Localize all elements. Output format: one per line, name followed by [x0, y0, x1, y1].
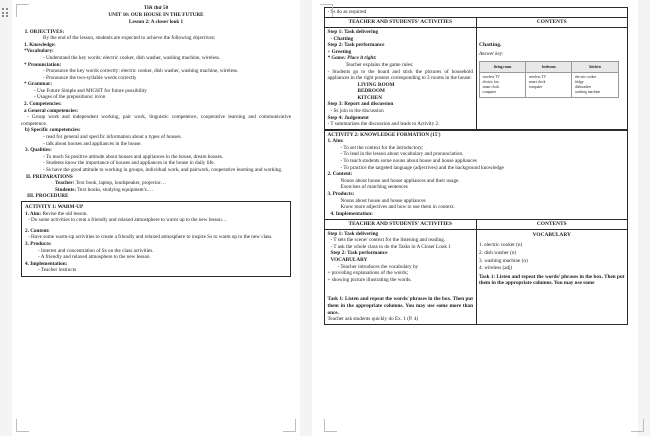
objectives-intro: By the end of the lesson, students are expected to achieve the following objectives:	[43, 35, 216, 42]
objectives-heading: I. OBJECTIVES:	[25, 28, 65, 35]
list-item: electric cooker	[574, 75, 597, 80]
list-item: washing machine	[574, 90, 600, 95]
a1-room-living-room: LIVING ROOM	[357, 81, 395, 88]
answer-key-header-living-room: living room	[480, 62, 526, 73]
a2-contents-vocabulary-title: VOCABULARY	[532, 231, 571, 238]
list-item: wireless TV	[528, 75, 547, 80]
contents-header-2: CONTENTS	[476, 219, 628, 229]
a2-vocabulary-list	[479, 242, 625, 273]
grammar-item-2: - Usages of the prepositions: in/on	[34, 94, 106, 101]
a2-step-2: Step 2: Task performance	[330, 250, 388, 257]
specific-competencies-item-2: - talk about houses and appliances in the house.	[43, 140, 142, 147]
a2-task-1-left: Task 1: Listen and repeat the words/ phrases in the box. Then put them in the appropriate columns. You may use some more than once.	[327, 296, 473, 316]
a2-vocabulary-intro: - Teacher introduces the vocabulary by	[337, 263, 419, 270]
answer-key-cell-kitchen	[572, 72, 618, 97]
a2-products-item-1: Nouns about house and house appliances	[340, 197, 426, 204]
students-preparation-row	[21, 187, 291, 194]
pronunciation-item-2: - Pronounce the two-syllable words correctly	[43, 74, 137, 81]
a1-room-kitchen: KITCHEN	[357, 94, 383, 101]
ss-do-as-required-cell: - Ss do as required	[325, 8, 628, 18]
table-row-activity-2-intro	[325, 130, 628, 219]
activity-1-contents-cell	[476, 27, 628, 129]
qualities-item-1: - To teach Ss positive attitude about houses and appliances in the house, dream houses.	[43, 153, 224, 160]
list-item: 2. dish washer (n)	[479, 249, 517, 256]
answer-key-body-row	[480, 72, 619, 97]
a2-products-heading: 3. Products:	[327, 190, 355, 197]
grammar-item-1: - Use Future Simple and MIGHT for future possibility	[34, 87, 147, 94]
pronunciation-item-1: - Pronounce the key words correctly: electric cooker, dish washer, washing machine, wireless.	[43, 68, 239, 75]
a2-aim-item-1: - To set the context for the introductory;	[340, 144, 424, 151]
page-corner-mark-far-right	[631, 419, 644, 432]
students-text: Text books, studying equipment's.…	[76, 186, 154, 193]
knowledge-heading: 1. Knowledge:	[24, 41, 56, 48]
document-page-left	[12, 0, 300, 436]
page-corner-mark-bottom-left	[16, 419, 29, 432]
grammar-heading: * Grammar:	[24, 81, 53, 88]
table-row-top-note	[325, 8, 628, 18]
a1-contents-title: Chatting.	[479, 41, 502, 48]
a1-game-description: - Students go to the board and stick the pictures of household appliances in the right posters corresponding to 3 rooms in the house:	[327, 68, 473, 82]
a2-task-1-right: Task 1: Listen and repeat the words/ phrases in the box. Then put them in the appropriate columns. You may use some	[479, 273, 625, 287]
activity-1-content-item: - Have some warm-up activities to create a friendly and relaxed atmosphere to inspire Ss to warm up to the new class.	[28, 234, 273, 241]
procedure-heading: III. PROCEDURE	[27, 193, 69, 200]
answer-key-cell-living-room	[480, 72, 526, 97]
a2-step-1-item-1: - T sets the scene/ context for the listening and reading.	[330, 237, 446, 244]
a2-aim-item-4: - To practice the targeted language (adjectives) and the background knowledge	[340, 164, 504, 171]
activity-1-teacher-cell	[325, 27, 477, 129]
list-item: electric fan	[482, 80, 499, 85]
list-item: fridge	[574, 80, 584, 85]
general-competencies-item: - Group work and independent working, pair work, linguistic competence, cooperative learning and communicative competence.	[21, 114, 291, 127]
a2-content-item-2: Exercises of matching sentences	[340, 184, 408, 191]
a2-aim-heading: 1. Aim:	[327, 138, 344, 145]
table-header-row-activity-2	[325, 219, 628, 229]
a2-step-1: Step 1: Task delivering	[327, 230, 379, 237]
general-competencies-heading: a General competencies:	[24, 107, 79, 114]
specific-competencies-heading: b) Specific competencies:	[25, 127, 81, 134]
a2-aim-item-2: - To lead in the lesson about vocabulary and pronunciation.	[340, 151, 464, 158]
a2-content-heading: 2. Content:	[327, 171, 353, 178]
activity-1-implementation-heading: 4. Implementation:	[25, 260, 68, 267]
list-item: computer	[482, 90, 497, 95]
activity-1-continuation-table	[324, 7, 628, 130]
activity-2-table	[324, 130, 628, 326]
page-corner-mark-top-left	[16, 4, 29, 17]
a2-content-item-1: Nouns about house and house appliances and their usage.	[340, 177, 460, 184]
competencies-heading: 2. Competencies:	[24, 101, 62, 108]
lesson-period-line: Tiết thứ 50	[143, 5, 169, 11]
students-label: Students:	[55, 186, 77, 193]
a2-task-1-left-note: Teacher ask students quickly do Ex. 1 (P. 4)	[327, 316, 419, 323]
list-item: dishwasher	[574, 85, 592, 90]
vocabulary-item: - Understand the key words: electric cooker, dish washer, washing machine, wireless.	[43, 54, 221, 61]
activity-1-aim-item: - Do some activities to creat a friendly and relaxed atmostphere to warm up to the new lesson…	[28, 217, 227, 224]
a1-answer-key-label: Answer key:	[479, 52, 504, 58]
a2-vocabulary-heading: VOCABULARY	[330, 257, 368, 264]
a1-room-bedroom: BEDROOM	[357, 88, 385, 95]
list-item: 1. electric cooker (n)	[479, 242, 523, 249]
page-corner-mark-bottom-right	[283, 419, 296, 432]
list-item: 4. wireless (adj)	[479, 265, 513, 272]
a1-step-1: Step 1: Task delivering	[327, 28, 379, 35]
preparations-heading: II. PREPARATIONS	[26, 173, 73, 180]
activity-1-products-heading: 3. Products:	[25, 240, 52, 247]
list-item: computer	[528, 85, 543, 90]
a1-step-3-item: - Ss join in the discussion	[330, 108, 384, 115]
activity-1-products-item-1: - Interest and concentration of Ss on the class activities.	[38, 247, 154, 254]
teacher-text: Text book, laptop, loudspeaker, projector…	[74, 180, 166, 187]
answer-key-header-row	[480, 62, 619, 73]
activity-1-products-item-2: - A friendly and relaxed atmosphere to the new lesson	[38, 254, 150, 261]
a1-game-rules: Teacher explains the game rules:	[345, 61, 414, 68]
contents-header: CONTENTS	[476, 18, 628, 28]
list-item: smart clock	[528, 80, 546, 85]
page-corner-mark-right-top	[320, 4, 333, 17]
table-row-activity-1-body	[325, 27, 628, 129]
teacher-activities-header-2: TEACHER AND STUDENTS' ACTIVITIES	[325, 219, 477, 229]
a2-vocabulary-item-2: + showing picture illustrating the words.	[327, 276, 412, 283]
qualities-item-2: - Students know the importance of houses and appliances in the house in daily life.	[43, 160, 215, 167]
vocabulary-heading: *Vocabulary:	[24, 48, 54, 55]
activity-2-teacher-cell	[325, 229, 477, 325]
table-row-activity-2-body	[325, 229, 628, 325]
activity-1-implementation-item: - Teacher instructs	[38, 267, 77, 274]
a1-step-2-item: + Greeting	[327, 48, 352, 55]
a2-products-item-2: Know more adjectives and how to use them in context.	[340, 204, 455, 211]
answer-key-cell-bedroom	[526, 72, 572, 97]
activity-1-title: ACTIVITY 1: WARM-UP	[25, 203, 84, 210]
activity-1-content-heading: 2. Content:	[25, 227, 50, 234]
a1-game-label: * Game: Place it right:	[327, 55, 377, 62]
teacher-preparation-row	[21, 180, 291, 187]
page-gutter	[300, 0, 312, 436]
activity-2-contents-cell	[476, 229, 628, 325]
a2-aim-item-3: - To teach students some nouns about house and house appliances	[340, 157, 477, 164]
lesson-subtitle: Lesson 2: A closer look 1	[128, 19, 184, 26]
qualities-heading: 3. Qualities:	[25, 147, 52, 154]
activity-1-aim-label: 1. Aim:	[25, 210, 42, 217]
a2-vocabulary-item-1: + providing explanations of the words;	[327, 270, 409, 277]
a1-step-2: Step 2: Task performance	[327, 42, 385, 49]
a2-implementation-heading: 4. Implementation:	[330, 210, 373, 217]
a2-step-1-item-2: - T ask the whole class to do the Tasks in A Closer Look 1	[330, 243, 451, 250]
answer-key-table	[479, 61, 619, 97]
specific-competencies-item-1: - read for general and specific information about a types of houses.	[43, 134, 182, 141]
a1-step-4: Step 4: Judgement	[327, 114, 369, 121]
a1-step-1-item: - Chatting	[330, 35, 354, 42]
answer-key-header-kitchen: kitchen	[572, 62, 618, 73]
table-header-row	[325, 18, 628, 28]
answer-key-header-bedroom: bedroom	[526, 62, 572, 73]
unit-title: UNIT 10: OUR HOUSE IN THE FUTURE	[108, 12, 204, 19]
list-item: wireless TV	[482, 75, 500, 80]
a1-step-3: Step 3: Report and discussion	[327, 101, 394, 108]
list-item: smart clock	[482, 85, 500, 90]
drag-handle-icon[interactable]	[2, 8, 10, 19]
teacher-label: Teacher:	[55, 180, 75, 187]
list-item: 3. washing machine (n)	[479, 257, 528, 264]
document-page-right	[312, 0, 638, 436]
qualities-item-3: - Ss have the good attitude to working in groups, individual work, and pairwork, cooperative learning and working.	[43, 167, 283, 174]
activity-1-aim-text: Revise the old lesson.	[41, 210, 88, 217]
a1-step-4-item: - T summarizes the discussion and leads to Activity 2.	[327, 121, 440, 128]
lesson-title-block	[21, 5, 291, 26]
activity-2-intro-cell	[325, 130, 628, 219]
pronunciation-heading: * Pronunciation:	[24, 61, 62, 68]
activity-1-box	[21, 201, 291, 276]
page-corner-mark-right-bottom	[324, 419, 337, 432]
activity-2-title: ACTIVITY 2: KNOWLEDGE FORMATION (15')	[327, 131, 441, 138]
teacher-activities-header: TEACHER AND STUDENTS' ACTIVITIES	[325, 18, 477, 28]
